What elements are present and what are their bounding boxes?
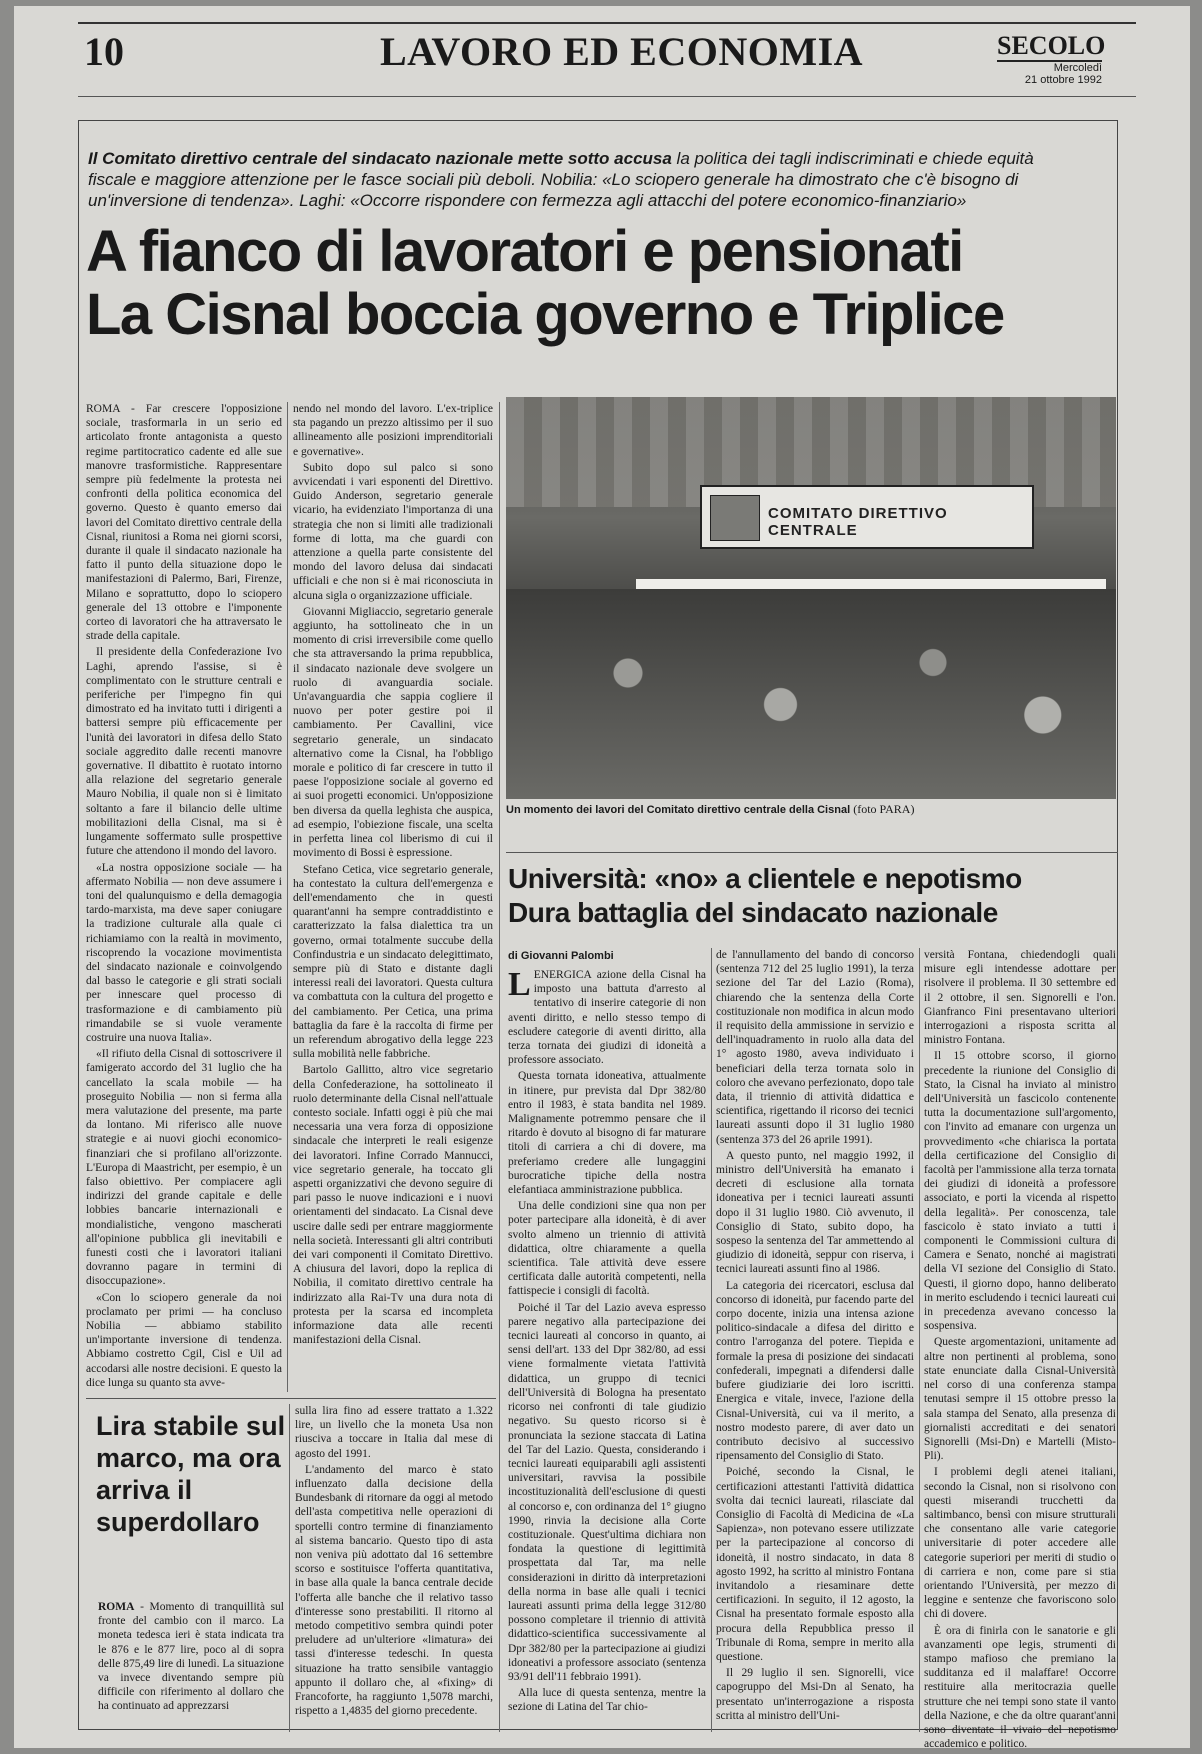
paragraph: sulla lira fino ad essere trattato a 1.322 lire, un livello che la moneta Usa non riusciva a toccare in Italia dal mese di agosto del 1991. (295, 1405, 493, 1460)
masthead-logo: SECOLO (997, 31, 1106, 60)
column-divider (919, 948, 920, 1732)
column-divider (499, 402, 500, 1732)
paragraph-text: ENERGICA azione della Cisnal ha imposto una battuta d'arresto al tentativo di inserire categorie di non aventi diritto, e nello stesso tempo di escludere categorie di aventi diritto, alla terza tornata dei giudizi di idoneità a professore associato. (508, 969, 706, 1067)
dateline: ROMA (98, 1601, 135, 1613)
paragraph: Il presidente della Confederazione Ivo Laghi, aprendo l'assise, si è complimentato con le strutture centrali e periferiche per l'impegno fin qui dimostrato ed ha invitato tutti i dirigenti a battersi sempre più efficacemente per l'unità dei lavoratori in difesa dello Stato sociale aggredito dalle recenti manovre governative. Il dibattito è ruotato intorno alla relazione del segretario generale Mauro Nobilia, il quale non si è limitato soltanto a fare il bilancio delle ultime mobilitazioni della Cisnal, ma si è lungamente soffermato sulle prospettive future che attendono il mondo del lavoro. (86, 646, 282, 858)
headline-line-1: A fianco di lavoratori e pensionati (86, 219, 963, 284)
lira-column-1 (98, 1600, 284, 1728)
column-divider (287, 402, 288, 1392)
paragraph: «Il rifiuto della Cisnal di sottoscrivere il famigerato accordo del 31 luglio che ha cancellato la scala mobile — ha proseguito Nobilia — non si ferma alla mera valutazione del presente, ma parte da lontano. Mi riferisco alle nuove strategie e ai nuovi giochi economico-finanziari che si profilano all'orizzonte. L'Europa di Maastricht, per esempio, è un falso obiettivo. Per compiacere agli indirizzi del grande capitale e delle lobbies bancarie internazionali e mondialistiche, vengono mascherati all'opinione pubblica gli inevitabili e funesti costi che i lavoratori italiani dovranno pagare in termini di disoccupazione». (86, 1048, 282, 1288)
paragraph: I problemi degli atenei italiani, secondo la Cisnal, non si risolvono con questi miserandi trucchetti da saltimbanco, bensì con misure strutturali che consentano alle varie categorie universitarie di poter accedere alle categorie superiori per meriti di studio o di carriera e non, come pare si stia orientando l'Università, per mezzo di leggine e sentenze che favoriscono solo chi di dovere. (924, 1466, 1116, 1621)
paragraph: È ora di finirla con le sanatorie e gli avanzamenti ope legis, strumenti di stampo mafioso che premiano la sudditanza ed il malaffare! Occorre restituire alla meritocrazia quelle strutture che nei tempi sono state il vanto della Nazione, e che da oltre quarant'anni sono diventate il vivaio del nepotismo accademico e politico. (924, 1624, 1116, 1751)
photo-credit: (foto PARA) (853, 802, 915, 816)
main-column-1 (86, 402, 282, 1392)
paragraph: L'andamento del marco è stato influenzato dalla decisione della Bundesbank di ritornare da oggi al metodo dell'asta competitiva nelle operazioni di sportelli contro termine di finanziamento al sistema bancario. Questo tipo di asta non veniva più adottato dal 16 settembre scorso e sostituisce l'offerta quantitativa, in base alla quale la banca centrale decide l'offerta alle banche che il relativo tasso d'interesse sono prestabiliti. Il ritorno al metodo competitivo sembra quindi poter preludere ad un'ulteriore «limatura» dei tassi d'interesse tedeschi. In questa situazione ha tratto sensibile vantaggio appunto il dollaro che, al «fixing» di Francoforte, ha raggiunto 1,5078 marchi, rispetto a 1,4835 del giorno precedente. (295, 1463, 493, 1718)
cisnal-logo-icon (710, 495, 760, 541)
paragraph: Questa tornata idoneativa, attualmente in itinere, pur prevista dal Dpr 382/80 entro il 1983, è stata bandita nel 1989. Malignamente potremmo pensare che il ritardo è dovuto al bisogno di far maturare titoli di carriera a chi di dovere, ma preferiamo credere alle lungaggini burocratiche tipiche della nostra elefantiaca amministrazione pubblica. (508, 1070, 706, 1197)
university-headline (508, 862, 1118, 930)
section-rule (86, 1398, 496, 1399)
caption-text: Un momento dei lavori del Comitato direttivo centrale della Cisnal (506, 804, 851, 816)
paragraph: La categoria dei ricercatori, esclusa dal concorso di idoneità, pur facendo parte del corpo docente, inizia una intensa azione politico-sindacale a difesa del diritto e contro l'arroganza del potere. Tiepida e formale la presa di posizione dei sindacati confederali, impegnati a difendersi dalle bufere giudiziarie dei loro iscritti. Energica e vitale, invece, l'azione della Cisnal-Università, cui va il merito, a nostro modesto parere, di aver dato un contributo decisivo al successivo ripensamento del Consiglio di Stato. (716, 1279, 914, 1463)
main-headline (86, 220, 1086, 346)
university-headline-2: Dura battaglia del sindacato nazionale (508, 897, 998, 928)
photo-banner (700, 485, 1034, 549)
paragraph-text: - Momento di tranquillità sul fronte del cambio con il marco. La moneta tedesca ieri è stata indicata tra le 876 e le 877 lire, poco al di sopra delle 875,49 lire di lunedì. La situazione va invece diventando sempre più difficile con riferimento al dollaro che ha continuato ad apprezzarsi (98, 1601, 284, 1713)
masthead-date: 21 ottobre 1992 (1024, 74, 1102, 86)
paragraph: nendo nel mondo del lavoro. L'ex-triplice sta pagando un prezzo altissimo per il suo allineamento alle posizioni imprenditoriali e governative». (293, 403, 493, 458)
paragraph: Giovanni Migliaccio, segretario generale aggiunto, ha sottolineato che in un momento di crisi irreversibile come quello che sta attraversando la prima repubblica, il sindacato nazionale deve svolgere un ruolo di avanguardia sociale. Un'avanguardia che sappia cogliere il nuovo per poter gestire poi il cambiamento. Per Cavallini, vice segretario generale, un sindacato alternativo come la Cisnal, ha l'obbligo morale e politico di far crescere in tutto il paese l'opposizione sociale al governo ed ai suoi progetti economici. Un'opposizione ben diversa da quella leghista che auspica, ad esempio, l'obiezione fiscale, una scelta in perfetta linea col liberismo di cui il movimento di Bossi è espressione. (293, 605, 493, 860)
header-rule-bottom (78, 96, 1136, 97)
masthead (997, 31, 1106, 86)
paragraph: Subito dopo sul palco si sono avvicendati i vari esponenti del Direttivo. Guido Anderson, segretario generale vicario, ha evidenziato l'importanza di una strategia che non si limiti alle tradizionali forme di lotta, ma che guardi con attenzione a quella parte consistente del mondo del lavoro delusa dai sindacati ufficiali e che non si è mai riconosciuta in alcuna sigla o organizzazione ufficiale. (293, 461, 493, 602)
paragraph: Poiché il Tar del Lazio aveva espresso parere negativo alla partecipazione dei tecnici laureati al concorso in quanto, ai sensi dell'art. 133 del Dpr 382/80, ad essi viene formalmente vietata l'attività didattica, un gruppo di tecnici dell'Università di Bologna ha presentato ricorso nei confronti di tale giudizio negativo. Su questo ricorso si è pronunciata la sezione staccata di Latina del Tar del Lazio. Questa, considerando i tecnici laureati equiparabili agli assistenti universitari, ravvisa la possibile incostituzionalità dell'esclusione di questi al concorso e, con ordinanza del 1° giugno 1990, rinvia la decisione alla Corte costituzionale. Quest'ultima dichiara non fondata la questione di legittimità prospettata dal Tar, ma nelle considerazioni in diritto dà interpretazioni della norma in base alle quali i tecnici laureati assunti prima della legge 312/80 possono completare il triennio di attività didattico-scientifica successivamente al Dpr 382/80 per la partecipazione ai giudizi idoneativi a professore associato (sentenza 93/91 dell'11 febbraio 1991). (508, 1301, 706, 1683)
byline: di Giovanni Palombi (508, 950, 614, 962)
paragraph: Poiché, secondo la Cisnal, le certificazioni attestanti l'attività didattica svolta dai tecnici laureati, rilasciate dal Consiglio di Facoltà di Medicina de «La Sapienza», non potevano essere utilizzate per la partecipazione al concorso di idoneità, il nostro sindacato, in data 8 agosto 1992, ha scritto al ministro Fontana invitandolo a riesaminare dette certificazioni. In seguito, il 12 agosto, la Cisnal ha presentato formale esposto alla procura della Repubblica presso il Tribunale di Roma, sempre in merito alla questione. (716, 1466, 914, 1663)
photo-banner-text: COMITATO DIRETTIVO CENTRALE (768, 505, 948, 539)
headline-line-2: La Cisnal boccia governo e Triplice (86, 282, 1004, 347)
paragraph: Stefano Cetica, vice segretario generale, ha contestato la cultura dell'emergenza e dell'emendamento che in questi quarant'anni ha sempre contraddistinto e caratterizzato la falsa dialettica tra un governo, ormai totalmente succube della Confindustria e un sindacato delegittimato, sempre più di Stato e distante dagli interessi reali dei lavoratori. Questa cultura va combattuta con la cultura del progetto e del cambiamento. Per Cetica, una prima battaglia da fare è la raccolta di firme per un referendum abrogativo della legge 223 sulla mobilità nelle fabbriche. (293, 863, 493, 1061)
photo-crowd (506, 589, 1116, 799)
dropcap: L (508, 966, 531, 1003)
masthead-day: Mercoledì (1053, 62, 1102, 74)
paragraph: «Con lo sciopero generale da noi proclamato per primi — ha concluso Nobilia — abbiamo stabilito un'importante inversione di tendenza. Abbiamo costretto Cgil, Cisl e Uil ad accodarsi alle nostre decisioni. E questo la dice lunga su quanto sta avve- (86, 1291, 282, 1389)
paragraph: versità Fontana, chiedendogli quali misure egli intendesse adottare per risolvere il problema. Il 30 settembre ed il 2 ottobre, il sen. Signorelli e l'on. Gianfranco Fini presentavano ulteriori interrogazioni a risposta scritta al ministro Fontana. (924, 949, 1116, 1047)
column-divider (289, 1404, 290, 1732)
university-column-1 (508, 968, 706, 1728)
kicker-rest: la politica dei tagli indiscriminati e chiede equità fiscale e maggiore attenzione per le fasce sociali più deboli. Nobilia: «Lo sciopero generale ha dimostrato che c'è bisogno di un'inversione di tendenza». Laghi: «Occorre rispondere con fermezza agli attacchi del potere economico-finanziario» (88, 149, 1034, 210)
paragraph: Una delle condizioni sine qua non per poter partecipare alla idoneità, è di aver svolto almeno un triennio di attività didattica, oltre chiaramente a quella scientifica. Tale attività deve essere certificata dalle autorità competenti, nella fattispecie i consigli di facoltà. (508, 1200, 706, 1298)
conference-photo (506, 397, 1116, 799)
paragraph (98, 1600, 284, 1714)
lira-headline: Lira stabile sul marco, ma ora arriva il superdollaro (96, 1411, 286, 1537)
paragraph: Bartolo Gallitto, altro vice segretario della Confederazione, ha sottolineato il ruolo determinante della Cisnal nell'attuale contesto sociale. Infatti oggi è più che mai necessaria una vera forza di opposizione sindacale che interpreti le reali esigenze dei lavoratori. Infine Corrado Mannucci, vice segretario generale, ha toccato gli aspetti organizzativi che devono seguire di pari passo le nuove indicazioni e i nuovi orientamenti del sindacato. La Cisnal deve uscire dalle sedi per entrare maggiormente nella società. Interessanti gli altri contributi dei vari componenti il Comitato Direttivo. A chiusura del lavori, dopo la replica di Nobilia, il comitato direttivo centrale ha indirizzato alla Rai-Tv una dura nota di protesta per la scarsa ed incompleta informazione data alle recenti manifestazioni della Cisnal. (293, 1064, 493, 1347)
main-column-2 (293, 402, 493, 1392)
header-rule (78, 22, 1136, 24)
lira-column-2 (295, 1404, 493, 1728)
photo-caption (506, 802, 1116, 817)
paragraph (508, 968, 706, 1067)
page-number: 10 (84, 29, 124, 74)
paragraph: Queste argomentazioni, unitamente ad altre non pertinenti al problema, sono state enunciate dalla Cisnal-Università nel corso di una conferenza stampa tenutasi sempre il 15 ottobre presso la sala stampa del Senato, alla presenza di giornalisti accreditati e dei senatori Signorelli (Msi-Dn) e Martelli (Misto-Pli). (924, 1336, 1116, 1463)
university-column-2 (716, 948, 914, 1728)
paragraph: «La nostra opposizione sociale — ha affermato Nobilia — non deve assumere i toni del qualunquismo e della demagogia tardo-marxista, ma deve saper coniugare la tradizione culturale alla quale ci richiamiamo con la realtà in movimento, riscoprendo la vocazione movimentista del sindacato nazionale e coinvolgendo dal basso le categorie e gli strati sociali per innescare quel processo di trasformazione e di cambiamento più rimandabile se si vuole veramente costruire una nuova Italia». (86, 861, 282, 1044)
paragraph: A questo punto, nel maggio 1992, il ministro dell'Università ha emanato i decreti di esclusione alla tornata idoneativa per i tecnici laureati assunti dopo il 31 luglio 1980. Ciò avvenuto, il Consiglio di Stato, subito dopo, ha sospeso la sentenza del Tar ammettendo al giudizio di idoneità, seppur con riserva, i tecnici laureati assunti fino al 1986. (716, 1149, 914, 1276)
paragraph: Il 15 ottobre scorso, il giorno precedente la riunione del Consiglio di Stato, la Cisnal ha inviato al ministro dell'Università un fascicolo contenente tutta la documentazione sull'argomento, con l'invito ad emanare con urgenza un provvedimento «che chiarisca la portata della certificazione del Consiglio di facoltà per l'ammissione alla terza tornata dei giudizi di idoneità a professore associato, e porti la vicenda al rispetto della legalità». Per conoscenza, tale fascicolo è stato inviato a tutti i componenti le Commissioni cultura di Camera e Senato, nonché ai magistrati della VI sezione del Consiglio di Stato. Questi, il giorno dopo, hanno deliberato in merito escludendo i tecnici laureati cui in precedenza avevano concesso la sospensiva. (924, 1050, 1116, 1333)
paragraph: Il 29 luglio il sen. Signorelli, vice capogruppo del Msi-Dn al Senato, ha presentato un'interrogazione a risposta scritta al ministro dell'Uni- (716, 1667, 914, 1722)
paragraph: Alla luce di questa sentenza, mentre la sezione di Latina del Tar chio- (508, 1687, 706, 1714)
university-column-3 (924, 948, 1116, 1751)
section-rule (506, 852, 1118, 853)
paragraph: de l'annullamento del bando di concorso (sentenza 712 del 25 luglio 1991), la terza sezione del Tar del Lazio (Roma), chiarendo che la sentenza della Corte costituzionale non modifica in alcun modo il requisito della ammissione in servizio e dell'inquadramento in ruolo alla data del 1° agosto 1980, aveva individuato i beneficiari della terza tornata solo in coloro che avevano perfezionato, dopo tale data, il triennio di attività didattica e scientifica, rigettando il ricorso dei tecnici laureati assunti dopo il 31 luglio 1980 (sentenza 373 del 26 aprile 1991). (716, 949, 914, 1146)
main-kicker (88, 148, 1078, 211)
column-divider (711, 948, 712, 1732)
kicker-bold: Il Comitato direttivo centrale del sindacato nazionale mette sotto accusa (88, 149, 672, 168)
section-title: LAVORO ED ECONOMIA (380, 29, 864, 74)
university-headline-1: Università: «no» a clientele e nepotismo (508, 863, 1022, 894)
paragraph: ROMA - Far crescere l'opposizione sociale, trasformarla in un serio ed articolato fronte antagonista a questo regime partitocratico cadente ed alle sue manovre trasformistiche. Rappresentare sempre più fedelmente la protesta nei confronti della politica economica del governo. Questo è quanto emerso dai lavori del Comitato direttivo centrale della Cisnal, riunitosi a Roma nei giorni scorsi, durante il quale il sindacato nazionale ha fatto il punto della situazione dopo le manifestazioni di Palermo, Bari, Firenze, Milano e soprattutto, dopo lo sciopero generale del 13 ottobre e l'imponente corteo di lavoratori che ha attraversato le strade della capitale. (86, 403, 282, 643)
